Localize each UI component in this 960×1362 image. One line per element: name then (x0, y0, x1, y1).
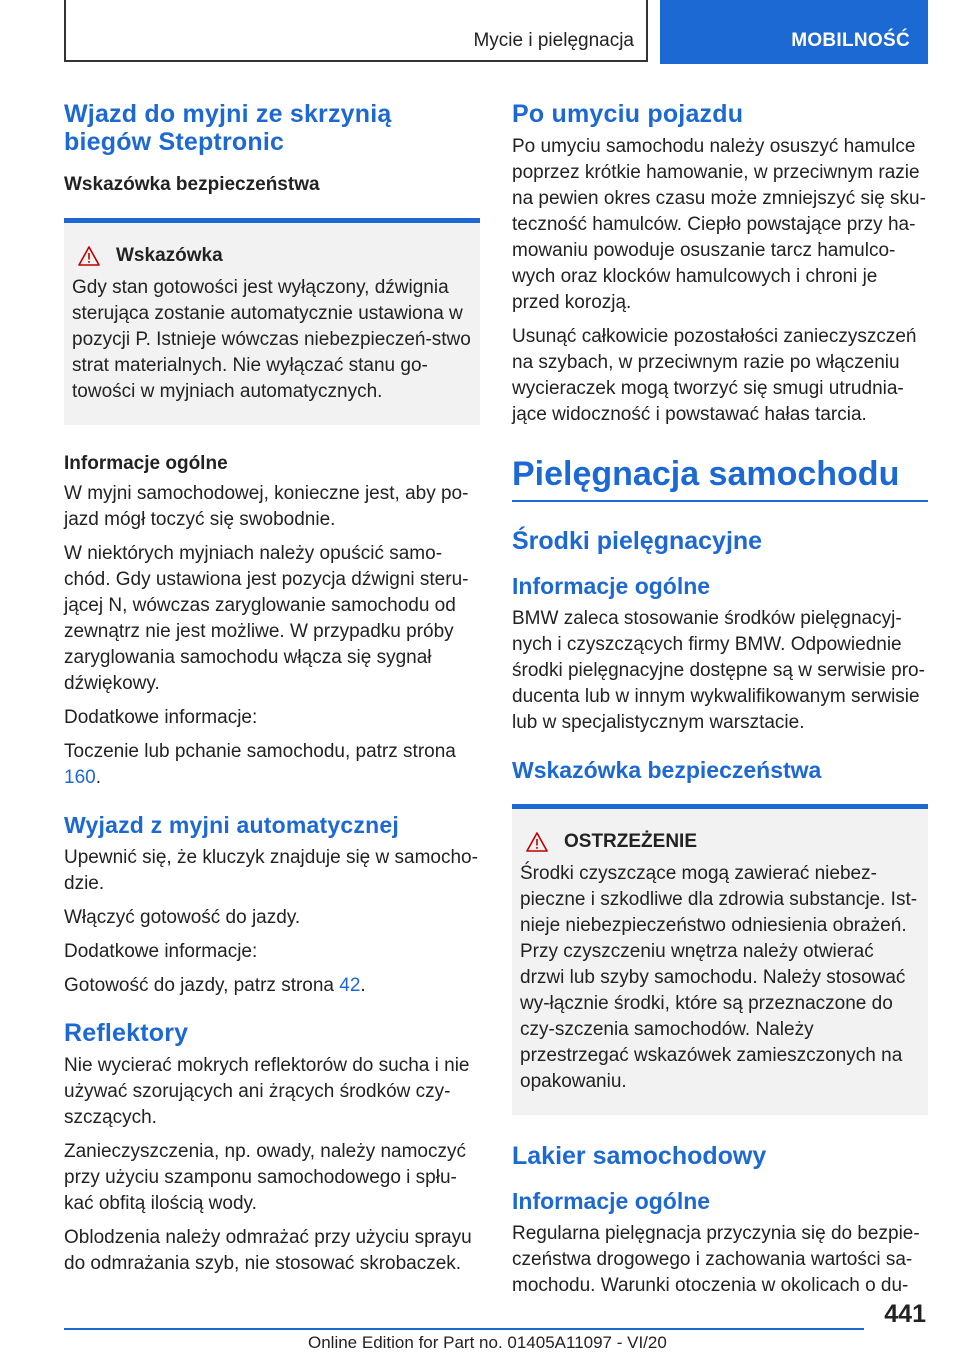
page-link-42[interactable]: 42 (339, 975, 361, 996)
paragraph: Oblodzenia należy odmrażać przy użyciu sprayu do odmrażania szyb, nie stosować skrobaczek. (64, 1227, 472, 1274)
paragraph-text: Toczenie lub pchanie samochodu, patrz strona (64, 741, 456, 762)
paragraph: Zanieczyszczenia, np. owady, należy namoczyć przy użyciu szamponu samochodowego i spłu-kać obfitą ilością wody. (64, 1141, 466, 1214)
paragraph-end: . (360, 975, 366, 996)
heading-exit-carwash: Wyjazd z myjni automatycznej (64, 812, 399, 838)
note-text: Gdy stan gotowości jest wyłączony, dźwignia sterująca zostanie automatycznie ustawiona w pozycji P. Istnieje wówczas niebezpieczeń-stwo strat materialnych. Nie wyłączać stanu go-towości w myjniach automatycznych. (72, 277, 471, 402)
warning-title-row (520, 831, 920, 853)
left-column (64, 100, 480, 1285)
paragraph-end: . (95, 767, 101, 788)
note-title-row (72, 245, 472, 267)
paragraph: Dodatkowe informacje: (64, 707, 258, 728)
note-title: Wskazówka (116, 245, 223, 266)
warning-triangle-icon (526, 832, 548, 852)
paragraph: Usunąć całkowicie pozostałości zanieczyszczeń na szybach, w przeciwnym razie po włączeniu wycieraczek mogą tworzyć się smugi utrudnia-jące widoczność i powstawać hałas tarcia. (512, 326, 917, 425)
heading-safety-note: Wskazówka bezpieczeństwa (512, 757, 822, 783)
paragraph-with-link (64, 973, 480, 999)
heading-steptronic-entry: Wjazd do myjni ze skrzynią biegów Steptronic (64, 100, 392, 156)
paragraph-text: Gotowość do jazdy, patrz strona (64, 975, 340, 996)
warning-box (512, 804, 928, 1115)
heading-safety-note: Wskazówka bezpieczeństwa (64, 174, 320, 195)
header-chapter-label: MOBILNOŚĆ (791, 30, 910, 51)
heading-general-info: Informacje ogólne (512, 573, 711, 599)
paragraph-with-link (64, 739, 480, 791)
heading-general-info: Informacje ogólne (512, 1188, 711, 1214)
paragraph: BMW zaleca stosowanie środków pielęgnacyj-nych i czyszczących firmy BMW. Odpowiednie środki pielęgnacyjne dostępne są w serwisie pro-ducenta lub w innym wykwalifikowanym serwisie lub w specjalistycznym warsztacie. (512, 608, 925, 733)
heading-vehicle-care: Pielęgnacja samochodu (512, 454, 928, 502)
paragraph: W myjni samochodowej, konieczne jest, aby po-jazd mógł toczyć się swobodnie. (64, 483, 469, 530)
heading-general-info: Informacje ogólne (64, 453, 228, 474)
heading-paint: Lakier samochodowy (512, 1142, 767, 1170)
note-box (64, 218, 480, 425)
warning-text: Środki czyszczące mogą zawierać niebez-pieczne i szkodliwe dla zdrowia substancje. Ist-nieje niebezpieczeństwo odniesienia obrażeń. Przy czyszczeniu wnętrza należy otwierać drzwi lub szyby samochodu. Należy stosować wy-łącznie środki, które są przeznaczone do czy-szczenia samochodów. Należy przestrzegać wskazówek zamieszczonych na opakowaniu. (520, 863, 918, 1092)
paragraph: W niektórych myjniach należy opuścić samo-chód. Gdy ustawiona jest pozycja dźwigni steru-jącej N, wówczas zaryglowanie samochodu od zewnątrz nie jest możliwe. W przypadku próby zaryglowania samochodu włącza się sygnał dźwiękowy. (64, 543, 469, 694)
edition-info: Online Edition for Part no. 01405A11097 - VI/20 (308, 1333, 667, 1352)
paragraph: Regularna pielęgnacja przyczynia się do bezpie-czeństwa drogowego i zachowania wartości sa-mochodu. Warunki otoczenia w okolicach o du- (512, 1223, 920, 1296)
paragraph: Nie wycierać mokrych reflektorów do sucha i nie używać szorujących ani żrących środków czy-szczących. (64, 1055, 470, 1128)
paragraph: Po umyciu samochodu należy osuszyć hamulce poprzez krótkie hamowanie, w przeciwnym razie na pewien okres czasu może zmniejszyć się sku-teczność hamulców. Ciepło powstające przy ha-mowaniu powoduje osuszanie tarcz hamulco-wych oraz klocków hamulcowych i chroni je przed korozją. (512, 136, 926, 313)
warning-triangle-icon (78, 246, 100, 266)
right-column (512, 100, 928, 1307)
header-section-title: Mycie i pielęgnacja (473, 30, 634, 51)
paragraph: Upewnić się, że kluczyk znajduje się w samocho-dzie. (64, 847, 478, 894)
header-chapter-tab[interactable] (660, 0, 928, 64)
page-number: 441 (884, 1300, 926, 1328)
heading-care-products: Środki pielęgnacyjne (512, 527, 763, 555)
page-link-160[interactable]: 160 (64, 767, 96, 788)
paragraph: Włączyć gotowość do jazdy. (64, 907, 301, 928)
heading-headlights: Reflektory (64, 1019, 189, 1047)
page-header (64, 0, 928, 64)
footer-divider (64, 1328, 864, 1330)
warning-title: OSTRZEŻENIE (564, 831, 698, 852)
heading-after-wash: Po umyciu pojazdu (512, 100, 744, 128)
header-section-box (64, 0, 648, 62)
paragraph: Dodatkowe informacje: (64, 941, 258, 962)
